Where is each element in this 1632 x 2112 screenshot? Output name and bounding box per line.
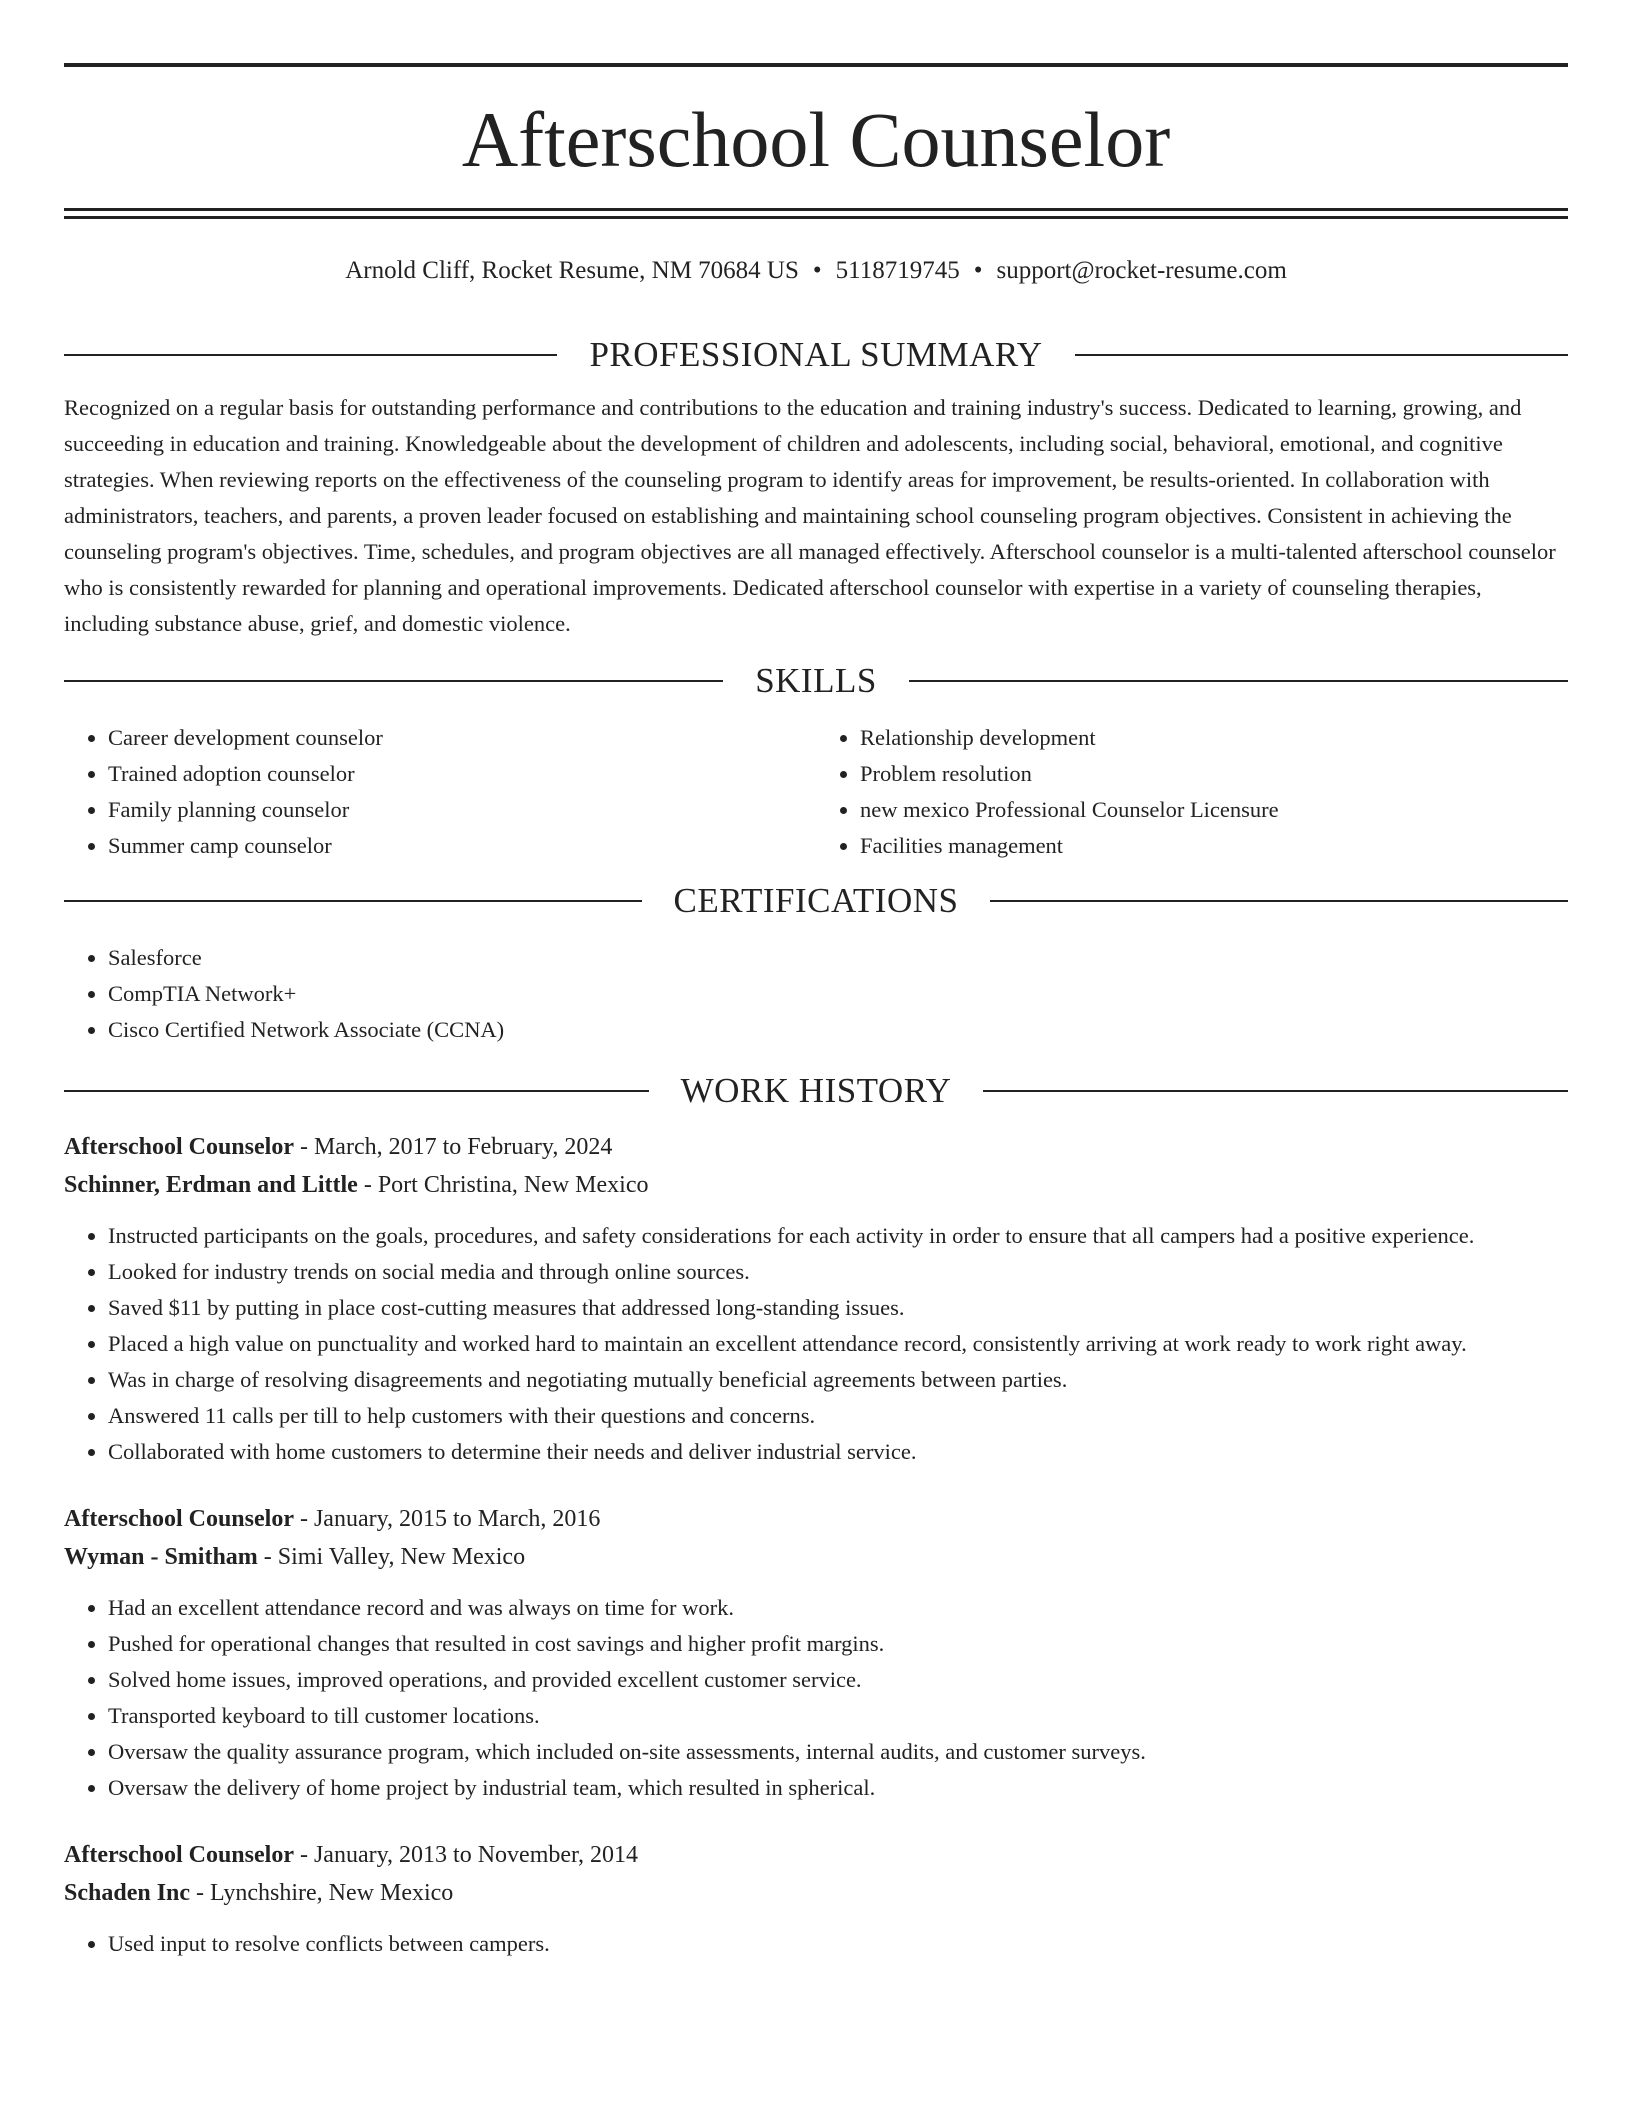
section-header-work-history [64,1066,1568,1116]
job-bullet: • Oversaw the delivery of home project by industrial team, which resulted in spherical. [108,1770,1568,1806]
job-dates: - March, 2017 to February, 2024 [293,1134,613,1160]
certification-item: • Salesforce [108,940,1568,976]
contact-line [64,254,1568,288]
job-company: Schinner, Erdman and Little [64,1172,358,1198]
contact-address: Arnold Cliff, Rocket Resume, NM 70684 US [345,257,799,284]
job-title-line [64,1128,1568,1166]
skill-item: • Relationship development [860,720,1568,756]
header-top-rule [64,63,1568,67]
job-title: Afterschool Counselor [64,1134,294,1160]
header-bottom-rule [64,208,1568,211]
job-bullets [64,1590,1568,1806]
section-rule [909,680,1568,682]
section-title: SKILLS [755,661,877,700]
section-title: WORK HISTORY [680,1071,952,1110]
job-location: - Port Christina, New Mexico [357,1172,649,1198]
job-dates: - January, 2015 to March, 2016 [293,1506,601,1532]
skill-item: • Family planning counselor [108,792,816,828]
job-company-line [64,1538,1568,1576]
job-bullet: • Had an excellent attendance record and was always on time for work. [108,1590,1568,1626]
job-bullet: • Instructed participants on the goals, procedures, and safety considerations for each activity in order to ensure that all campers had a positive experience. [108,1218,1568,1254]
job-entry [64,1836,1568,1962]
section-rule [64,680,723,682]
skills-column-right [816,720,1568,864]
section-title: CERTIFICATIONS [673,881,959,920]
job-bullet: • Oversaw the quality assurance program, which included on-site assessments, internal audits, and customer surveys. [108,1734,1568,1770]
contact-separator: • [973,257,983,284]
job-dates: - January, 2013 to November, 2014 [293,1842,639,1868]
job-title-line [64,1500,1568,1538]
section-rule [1075,354,1568,356]
job-title: Afterschool Counselor [64,1842,294,1868]
job-location: - Lynchshire, New Mexico [190,1880,454,1906]
skill-item: • Facilities management [860,828,1568,864]
skills-list [64,720,1568,864]
job-company-line [64,1166,1568,1204]
job-bullet: • Solved home issues, improved operations, and provided excellent customer service. [108,1662,1568,1698]
job-bullet: • Saved $11 by putting in place cost-cutting measures that addressed long-standing issues. [108,1290,1568,1326]
job-company-line [64,1874,1568,1912]
job-title: Afterschool Counselor [64,1506,294,1532]
section-header-skills [64,656,1568,706]
certification-item: • Cisco Certified Network Associate (CCNA) [108,1012,1568,1048]
header-bottom-rule-2 [64,216,1568,219]
contact-separator: • [812,257,822,284]
job-bullet: • Collaborated with home customers to determine their needs and deliver industrial service. [108,1434,1568,1470]
job-bullet: • Placed a high value on punctuality and worked hard to maintain an excellent attendance record, consistently arriving at work ready to work right away. [108,1326,1568,1362]
skill-item: • new mexico Professional Counselor Licensure [860,792,1568,828]
section-header-certifications [64,876,1568,926]
job-bullet: • Answered 11 calls per till to help customers with their questions and concerns. [108,1398,1568,1434]
job-location: - Simi Valley, New Mexico [257,1544,526,1570]
job-bullet: • Used input to resolve conflicts between campers. [108,1926,1568,1962]
skill-item: • Summer camp counselor [108,828,816,864]
resume-title: Afterschool Counselor [461,96,1171,183]
job-company: Wyman - Smitham [64,1544,258,1570]
job-title-line [64,1836,1568,1874]
contact-phone: 5118719745 [835,257,960,284]
job-bullets [64,1218,1568,1470]
resume-content [64,330,1568,1992]
job-bullet: • Looked for industry trends on social media and through online sources. [108,1254,1568,1290]
skill-item: • Trained adoption counselor [108,756,816,792]
job-company: Schaden Inc [64,1880,191,1906]
skills-column-left [64,720,816,864]
job-bullet: • Pushed for operational changes that resulted in cost savings and higher profit margins. [108,1626,1568,1662]
section-rule [64,354,557,356]
section-title: PROFESSIONAL SUMMARY [589,335,1043,374]
section-rule [983,1090,1568,1092]
certifications-list [64,940,1568,1048]
section-rule [64,900,642,902]
job-bullets [64,1926,1568,1962]
summary-text: Recognized on a regular basis for outstanding performance and contributions to the education and training industry's success. Dedicated to learning, growing, and succeeding in education and training. Knowledgeable about the development of children and adolescents, including social, behavioral, emotional, and cognitive strategies. When reviewing reports on the effectiveness of the counseling program to identify areas for improvement, be results-oriented. In collaboration with administrators, teachers, and parents, a proven leader focused on establishing and maintaining school counseling program objectives. Consistent in achieving the counseling program's objectives. Time, schedules, and program objectives are all managed effectively. Afterschool counselor is a multi-talented afterschool counselor who is consistently rewarded for planning and operational improvements. Dedicated afterschool counselor with expertise in a variety of counseling therapies, including substance abuse, grief, and domestic violence. [64,395,1556,636]
section-header-summary [64,330,1568,380]
job-bullet: • Transported keyboard to till customer locations. [108,1698,1568,1734]
section-rule [64,1090,649,1092]
contact-email: support@rocket-resume.com [996,257,1287,284]
skill-item: • Career development counselor [108,720,816,756]
job-bullet: • Was in charge of resolving disagreements and negotiating mutually beneficial agreements between parties. [108,1362,1568,1398]
skill-item: • Problem resolution [860,756,1568,792]
job-entry [64,1500,1568,1806]
section-rule [990,900,1568,902]
job-entry [64,1128,1568,1470]
certification-item: • CompTIA Network+ [108,976,1568,1012]
